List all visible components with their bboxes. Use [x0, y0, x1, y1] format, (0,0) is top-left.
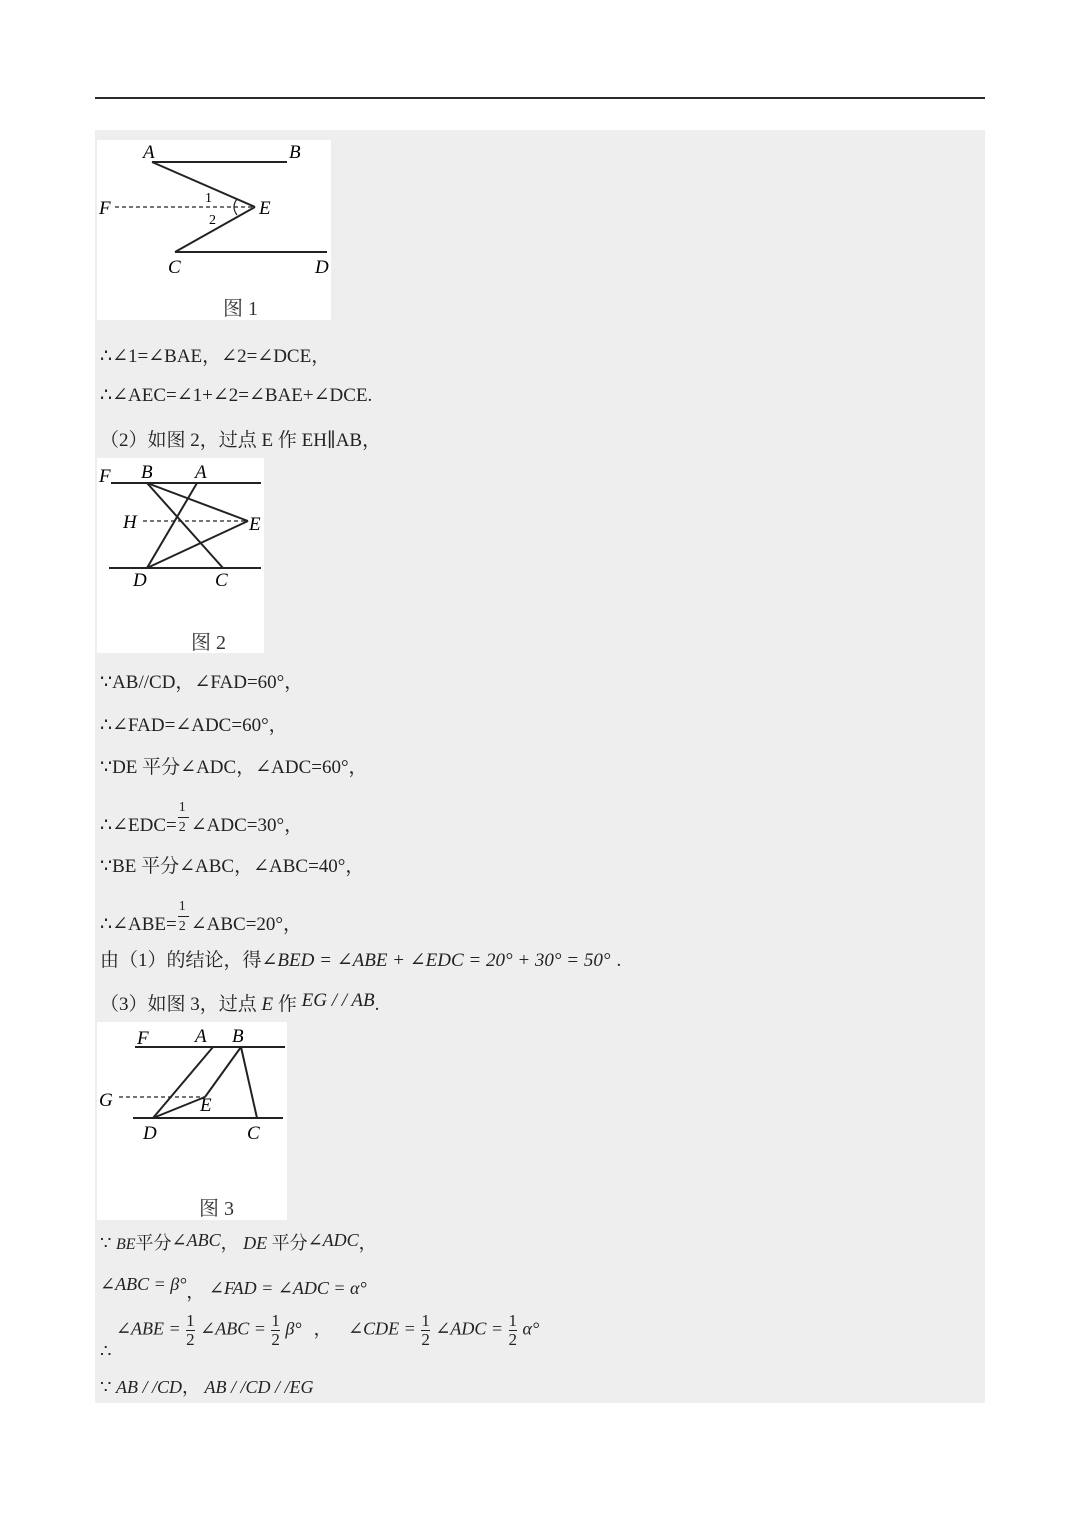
line-13-fad-alpha: ∠FAD = ∠ADC = α° [208, 1278, 367, 1298]
line-11 [100, 989, 379, 1016]
line-12-bisect-1: 平分 [135, 1233, 172, 1253]
line-14-beta: β° [285, 1318, 302, 1339]
line-4: ∵AB//CD，∠FAD=60°， [100, 672, 304, 693]
line-14-alpha: α° [522, 1318, 540, 1339]
line-14-comma: ， [313, 1318, 332, 1339]
line-14-abc: ∠ABC = [200, 1318, 266, 1339]
line-12-comma-1: ， [220, 1233, 239, 1253]
fig1-label-c: C [168, 257, 181, 278]
figure-1-diagram [97, 140, 331, 320]
fig2-label-f: F [99, 466, 111, 487]
half-fraction [177, 799, 191, 835]
fraction-numerator: 1 [186, 1311, 195, 1330]
fig1-label-a: A [143, 142, 155, 163]
header-rule [95, 97, 985, 99]
fig2-label-b: B [141, 462, 153, 483]
line-13 [100, 1274, 367, 1300]
figure-3-caption: 图 3 [199, 1198, 234, 1220]
fig2-label-h: H [123, 512, 137, 533]
line-15-because: ∵ [100, 1377, 112, 1397]
line-14-cde: ∠CDE = [348, 1318, 416, 1339]
fig3-label-e: E [200, 1095, 212, 1116]
fraction-numerator: 1 [508, 1311, 518, 1330]
line-12-abc: ∠ABC [171, 1230, 221, 1250]
line-11-pre: （3）如图 3，过点 [100, 994, 257, 1015]
line-9-pre: ∴∠ABE= [100, 914, 177, 935]
fig1-label-f: F [99, 198, 111, 219]
line-1: ∴∠1=∠BAE，∠2=∠DCE， [100, 346, 331, 367]
line-6: ∵DE 平分∠ADC，∠ADC=60°， [100, 757, 368, 778]
line-12-be: BE [115, 1236, 136, 1253]
line-10-math: ∠BED = ∠ABE + ∠EDC = 20° + 30° = 50° [261, 950, 611, 971]
line-14-abe: ∠ABE = [115, 1318, 181, 1339]
figure-3 [97, 1022, 287, 1220]
line-3: （2）如图 2，过点 E 作 EH∥AB， [100, 430, 382, 451]
line-12-adc: ∠ADC [307, 1230, 359, 1250]
fraction-numerator: 1 [178, 799, 186, 815]
figure-1-caption: 图 1 [223, 298, 258, 320]
fraction-denominator: 2 [271, 1330, 280, 1349]
line-11-e: E [261, 994, 274, 1015]
fraction-numerator: 1 [178, 898, 186, 914]
line-13-comma: ， [186, 1282, 205, 1302]
fig3-label-c: C [247, 1123, 260, 1144]
line-15 [100, 1373, 313, 1399]
fig1-label-d: D [315, 257, 329, 278]
line-2: ∴∠AEC=∠1+∠2=∠BAE+∠DCE. [100, 385, 373, 406]
fig3-label-b: B [232, 1026, 244, 1047]
line-15-comma: ， [181, 1377, 200, 1397]
fig3-label-d: D [143, 1123, 157, 1144]
line-9 [100, 898, 303, 936]
fig3-label-a: A [195, 1026, 207, 1047]
line-14-therefore: ∴ [100, 1340, 112, 1361]
line-12-because: ∵ [100, 1233, 112, 1253]
fraction-bar [178, 817, 189, 818]
line-7-pre: ∴∠EDC= [100, 815, 177, 836]
line-10-pre: 由（1）的结论，得 [100, 950, 262, 971]
line-12-de: DE [243, 1233, 268, 1253]
fig3-label-g: G [99, 1090, 113, 1111]
line-13-abc-beta: ∠ABC = β° [100, 1274, 187, 1294]
fraction-bar [178, 916, 189, 917]
line-14 [100, 1311, 540, 1361]
fraction-denominator: 2 [178, 918, 186, 934]
figure-2-caption: 图 2 [191, 632, 226, 654]
half-fraction [509, 1312, 518, 1349]
fig2-label-a: A [195, 462, 207, 483]
fraction-denominator: 2 [178, 819, 186, 835]
figure-3-diagram [97, 1022, 287, 1220]
fraction-denominator: 2 [421, 1330, 430, 1349]
figure-1 [97, 140, 331, 320]
line-12 [100, 1229, 377, 1255]
fig2-label-d: D [133, 570, 147, 591]
fig1-angle-1: 1 [205, 191, 212, 206]
half-fraction [271, 1312, 280, 1349]
line-15-ab-cd-eg: AB / /CD / /EG [204, 1377, 314, 1397]
line-5: ∴∠FAD=∠ADC=60°， [100, 715, 288, 736]
line-15-ab-cd: AB / /CD [115, 1377, 182, 1397]
fig1-angle-2: 2 [209, 213, 216, 228]
line-11-end: . [374, 994, 380, 1015]
line-12-bisect-2: 平分 [271, 1233, 308, 1253]
half-fraction [421, 1312, 430, 1349]
line-10-end: . [616, 950, 622, 971]
half-fraction [186, 1312, 195, 1349]
line-8: ∵BE 平分∠ABC，∠ABC=40°， [100, 856, 365, 877]
figure-2 [97, 458, 264, 653]
fig3-label-f: F [137, 1028, 149, 1049]
figure-2-diagram [97, 458, 264, 653]
line-9-post: ∠ABC=20°， [190, 914, 303, 935]
fraction-denominator: 2 [508, 1330, 518, 1349]
half-fraction [177, 898, 191, 934]
fig1-label-b: B [289, 142, 301, 163]
fig2-label-c: C [215, 570, 228, 591]
line-11-mid: 作 [277, 994, 297, 1015]
fraction-denominator: 2 [186, 1330, 195, 1349]
fraction-numerator: 1 [421, 1311, 430, 1330]
fraction-numerator: 1 [271, 1311, 280, 1330]
line-10 [100, 945, 621, 972]
line-14-adc: ∠ADC = [435, 1318, 504, 1339]
line-12-comma-2: ， [358, 1233, 377, 1253]
fig2-label-e: E [249, 514, 261, 535]
fig1-label-e: E [259, 198, 271, 219]
line-7-post: ∠ADC=30°， [190, 815, 304, 836]
line-11-math: EG / / AB [301, 990, 375, 1011]
line-7 [100, 799, 304, 837]
